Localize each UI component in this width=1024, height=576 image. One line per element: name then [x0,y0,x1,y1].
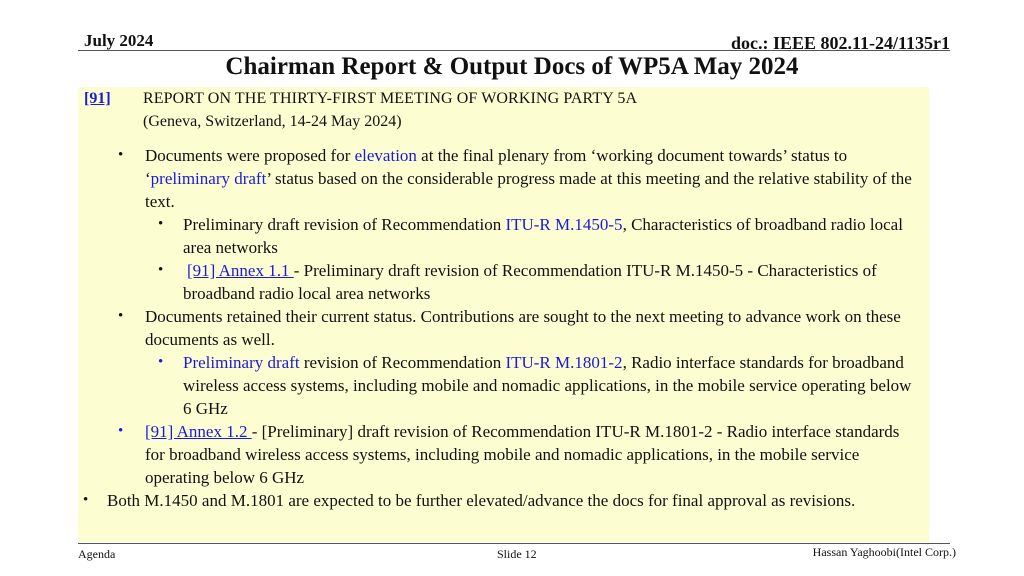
annex-1-1-link[interactable]: [91] Annex 1.1 [187,261,294,280]
bullet-text: Documents were proposed for [145,146,355,165]
bullet-text: , Characteristics of broadband radio local area networks [183,215,903,257]
bullet-dot: • [83,492,89,508]
bullet-dot: • [118,308,124,324]
header-date: July 2024 [84,31,154,50]
footer-slide-number: Slide 12 [497,547,537,561]
bullet-text: Preliminary draft revision of Recommendation [183,215,506,234]
bullet-retained [78,305,929,351]
content-panel [78,87,929,542]
bullet-text: ’ status based on the considerable progress made at this meeting and the relative stability of the text. [145,169,912,211]
annex-1-2-link[interactable]: [91] Annex 1.2 [145,422,252,441]
preliminary-draft-term: Preliminary draft [183,353,300,372]
report-title: REPORT ON THE THIRTY-FIRST MEETING OF WORKING PARTY 5A [143,90,638,107]
bullet-text: revision of Recommendation [299,353,506,372]
bullet-text: - [Preliminary] draft revision of Recommendation ITU-R M.1801-2 - Radio interface standards for broadband wireless access systems, including mobile and nomadic applications, in the mobile service operating below 6 GHz [145,422,900,487]
header-doc-id: doc.: IEEE 802.11-24/1135r1 [730,33,950,53]
bullet-both-docs [78,489,929,512]
bullet-text: - Preliminary draft revision of Recommendation ITU-R M.1450-5 - Characteristics of broadband radio local area networks [183,261,877,303]
elevation-term: elevation [354,146,417,165]
footer-agenda: Agenda [78,547,116,561]
bullet-dot: • [158,216,164,232]
bullet-dot: • [118,423,124,439]
footer-author: Hassan Yaghoobi(Intel Corp.) [812,545,956,559]
bullet-elevation [78,144,929,213]
bullet-dot: • [158,262,164,278]
rec-m1450-term: ITU-R M.1450-5 [505,215,623,234]
preliminary-draft-term: preliminary draft [150,169,267,188]
bullet-dot: • [158,354,164,370]
rec-m1801-term: ITU-R M.1801-2 [505,353,623,372]
bullet-list [78,144,929,512]
bullet-text: Both M.1450 and M.1801 are expected to be further elevated/advance the docs for final approval as revisions. [107,491,856,510]
sub-bullet-annex-1-1 [78,259,929,305]
bullet-annex-1-2 [78,420,929,489]
slide-title: Chairman Report & Output Docs of WP5A May 2024 [225,53,799,80]
bullet-text: Documents retained their current status. Contributions are sought to the next meeting to advance work on these documents as well. [145,307,901,349]
bullet-text: at the final plenary from ‘working document towards’ status to ‘ [145,146,848,188]
report-ref-link[interactable]: [91] [84,90,111,107]
sub-bullet-m1801 [78,351,929,420]
bullet-text: , Radio interface standards for broadband wireless access systems, including mobile and nomadic applications, in the mobile service operating below 6 GHz [183,353,912,418]
footer-divider [78,543,950,544]
sub-bullet-m1450 [78,213,929,259]
bullet-dot: • [118,147,124,163]
header-divider [78,50,950,51]
report-subtitle: (Geneva, Switzerland, 14-24 May 2024) [143,113,402,130]
